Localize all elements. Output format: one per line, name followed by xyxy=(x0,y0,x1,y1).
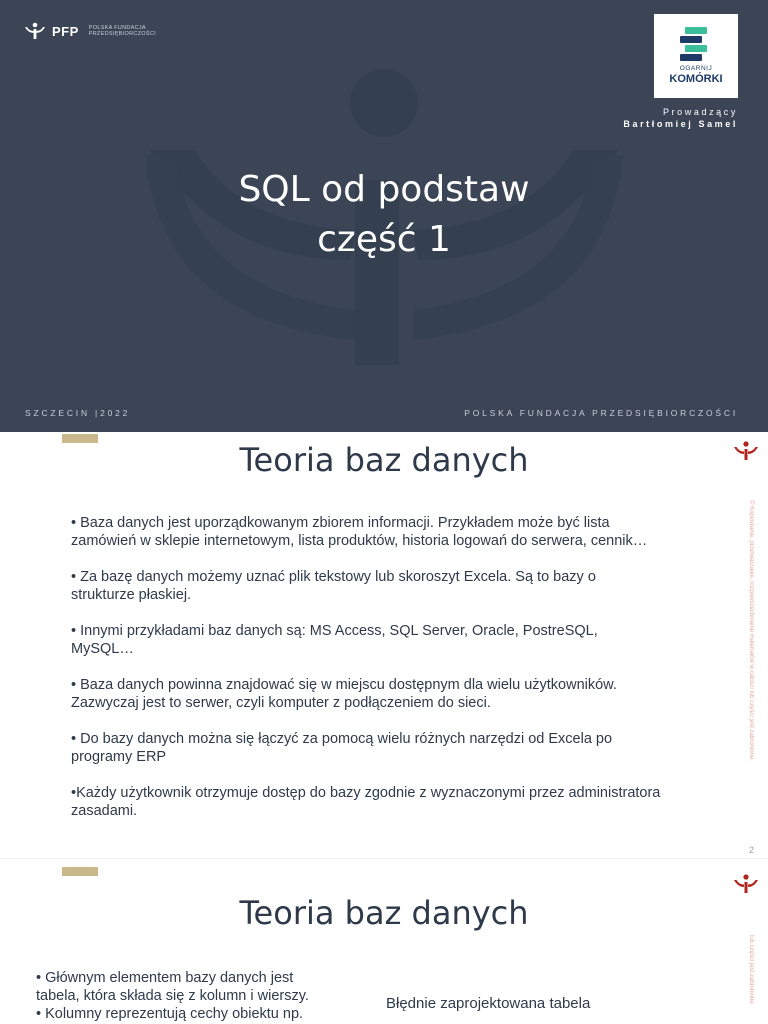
list-item: • Głównym elementem bazy danych jest tabela, która składa się z kolumn i wierszy. xyxy=(36,970,309,1004)
slide-title-line2: część 1 xyxy=(317,219,451,260)
list-item: • Kolumny reprezentują cechy obiektu np. xyxy=(36,1006,304,1022)
list-item: • Baza danych jest uporządkowanym zbiorem informacji. Przykładem może być lista zamówień w sklepie internetowym, lista produktów, historia logowań do serwera, cennik… xyxy=(71,515,648,549)
footer-organization: POLSKA FUNDACJA PRZEDSIĘBIORCZOŚCI xyxy=(464,408,738,418)
slide-title xyxy=(0,165,768,265)
pfp-emblem-icon xyxy=(733,441,759,461)
list-item: • Za bazę danych możemy uznać plik tekstowy lub skoroszyt Excela. Są to bazy o strukturze płaskiej. xyxy=(71,569,596,603)
copyright-note-text: © Kopiowanie, przetwarzanie, rozpowszechnianie materiałów w całości lub części jest zabronione. xyxy=(748,500,754,761)
copyright-note xyxy=(746,935,756,1024)
page-number: 2 xyxy=(749,845,755,855)
list-item: • Innymi przykładami baz danych są: MS Access, SQL Server, Oracle, PostreSQL, MySQL… xyxy=(71,623,598,657)
list-item: • Do bazy danych można się łączyć za pomocą wielu różnych narzędzi od Excela po programy ERP xyxy=(71,731,613,765)
list-item: •Każdy użytkownik otrzymuje dostęp do bazy zgodnie z wyznaczonymi przez administratora zasadami. xyxy=(71,785,661,819)
copyright-note xyxy=(746,500,756,830)
pfp-logo-subtitle-line2: PRZEDSIĘBIORCZOŚCI xyxy=(88,31,156,37)
table-caption: Błędnie zaprojektowana tabela xyxy=(386,995,591,1012)
brand-line2: KOMÓRKI xyxy=(669,73,723,85)
pfp-logo-subtitle-line1: POLSKA FUNDACJA xyxy=(88,24,146,31)
brand-bars-icon xyxy=(680,27,712,61)
ogarnij-komorki-logo xyxy=(654,14,738,98)
presenter-label: Prowadzący xyxy=(662,107,738,117)
copyright-note-text: lub części jest zabronione. xyxy=(748,935,754,1006)
footer-location: SZCZECIN |2022 xyxy=(25,408,131,418)
pfp-logo xyxy=(24,22,156,40)
bullet-list xyxy=(36,969,336,1023)
slide-heading: Teoria baz danych xyxy=(239,894,529,932)
slide-title-line1: SQL od podstaw xyxy=(238,169,530,210)
presenter-name: Bartłomiej Samel xyxy=(623,119,738,129)
pfp-logo-text: PFP xyxy=(52,23,79,39)
title-slide xyxy=(0,0,768,432)
pfp-emblem-icon xyxy=(24,22,46,40)
presenter-info xyxy=(623,106,738,130)
pfp-logo-subtitle xyxy=(89,25,156,38)
pfp-emblem-icon xyxy=(733,874,759,894)
brand-line1: OGARNIJ xyxy=(679,65,713,72)
list-item: • Baza danych powinna znajdować się w miejscu dostępnym dla wielu użytkowników. Zazwyczaj jest to serwer, czyli komputer z podłączeniem do sieci. xyxy=(71,677,617,711)
slide-heading: Teoria baz danych xyxy=(239,441,529,479)
bullet-list xyxy=(71,514,661,838)
accent-bar xyxy=(62,867,98,876)
slide-divider xyxy=(0,858,768,859)
